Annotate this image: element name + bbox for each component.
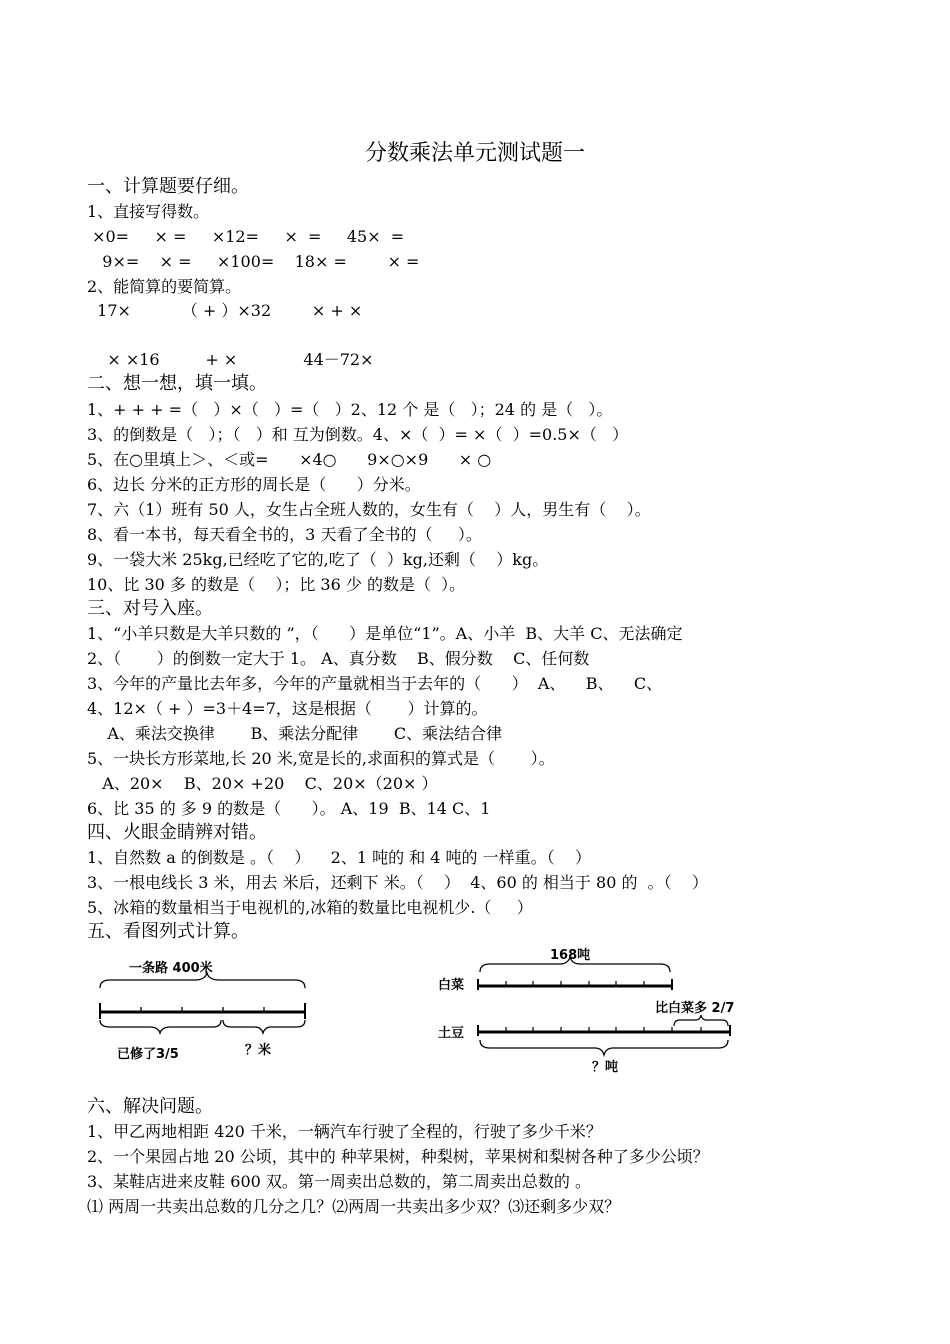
- section-heading-s5: 五、看图列式计算。: [87, 921, 249, 942]
- page-title: 分数乘法单元测试题一: [364, 141, 585, 166]
- cabbage-total-label: 168吨: [550, 948, 591, 963]
- potato-unknown-label: ？吨: [592, 1060, 619, 1075]
- potato-label: 土豆: [438, 1026, 465, 1041]
- road-diagram: [95, 955, 315, 1065]
- question-line-q6-3: 3、某鞋店进来皮鞋 600 双。第一周卖出总数的，第二周卖出总数的 。: [87, 1172, 591, 1191]
- question-line-q1-1b: 9×= × = ×100= 18× = × =: [87, 252, 420, 271]
- section-heading-s6: 六、解决问题。: [87, 1096, 213, 1117]
- question-line-q2-9: 9、一袋大米 25kg,已经吃了它的,吃了（ ）kg,还剩（ ）kg。: [87, 550, 549, 569]
- road-done-label: 已修了3/5: [117, 1047, 179, 1062]
- question-line-q4-5: 5、冰箱的数量相当于电视机的,冰箱的数量比电视机少.（ ）: [87, 898, 533, 917]
- road-total-label: 一条路 400米: [129, 961, 213, 976]
- question-line-q3-4o: A、乘法交换律 B、乘法分配律 C、乘法结合律: [87, 724, 503, 743]
- section-heading-s3: 三、对号入座。: [87, 598, 213, 619]
- extra-fraction-label: 比白菜多 2/7: [655, 1001, 735, 1016]
- question-line-q2-5: 5、在○里填上＞、＜或= ×4○ 9×○×9 × ○: [87, 450, 492, 469]
- vegetable-diagram: [430, 940, 760, 1080]
- question-line-q6-3s: ⑴ 两周一共卖出总数的几分之几？⑵两周一共卖出多少双？⑶还剩多少双？: [87, 1197, 621, 1216]
- question-line-q1-2b: × ×16 + × 44－72×: [87, 350, 374, 369]
- question-line-q2-10: 10、比 30 多 的数是（ ）；比 36 少 的数是（ ）。: [87, 575, 466, 594]
- section-heading-s4: 四、火眼金睛辨对错。: [87, 822, 267, 843]
- question-line-q3-6: 6、比 35 的 多 9 的数是（ ）。 A、19 B、14 C、1: [87, 799, 491, 818]
- question-line-q1-1: 1、直接写得数。: [87, 202, 210, 221]
- question-line-q3-1: 1、“小羊只数是大羊只数的 ”，（ ）是单位“1”。A、小羊 B、大羊 C、无法确定: [87, 624, 683, 643]
- question-line-q2-1: 1、+ + + =（ ）×（ ）=（ ）2、12 个 是（ ）；24 的 是（ ）。: [87, 400, 613, 419]
- question-line-q6-2: 2、一个果园占地 20 公顷，其中的 种苹果树，种梨树，苹果树和梨树各种了多少公顷？: [87, 1147, 709, 1166]
- section-heading-s2: 二、想一想，填一填。: [87, 373, 267, 394]
- question-line-q1-2a: 17× （ + ）×32 × + ×: [87, 301, 363, 320]
- question-line-q3-5o: A、20× B、20× +20 C、20×（20× ）: [87, 774, 438, 793]
- question-line-q3-5: 5、一块长方形菜地,长 20 米,宽是长的,求面积的算式是（ ）。: [87, 749, 555, 768]
- question-line-q4-3: 3、一根电线长 3 米，用去 米后，还剩下 米。（ ） 4、60 的 相当于 80 的 。（ ）: [87, 873, 708, 892]
- question-line-q3-2: 2、（ ）的倒数一定大于 1。 A、真分数 B、假分数 C、任何数: [87, 649, 590, 668]
- section-heading-s1: 一、计算题要仔细。: [87, 176, 249, 197]
- question-line-q4-1: 1、自然数 a 的倒数是 。（ ） 2、1 吨的 和 4 吨的 一样重。（ ）: [87, 848, 591, 867]
- question-line-q1-1a: ×0= × = ×12= × = 45× =: [87, 227, 405, 246]
- road-unknown-label: ？米: [245, 1043, 272, 1058]
- question-line-q2-7: 7、六（1）班有 50 人，女生占全班人数的，女生有（ ）人，男生有（ ）。: [87, 500, 651, 519]
- question-line-q2-8: 8、看一本书，每天看全书的，3 天看了全书的（ ）。: [87, 525, 482, 544]
- question-line-q1-2: 2、能简算的要简算。: [87, 277, 242, 296]
- question-line-q3-3: 3、今年的产量比去年多，今年的产量就相当于去年的（ ） A、 B、 C、: [87, 674, 663, 693]
- question-line-q2-6: 6、边长 分米的正方形的周长是（ ）分米。: [87, 475, 421, 494]
- question-line-q6-1: 1、甲乙两地相距 420 千米，一辆汽车行驶了全程的，行驶了多少千米？: [87, 1122, 602, 1141]
- question-line-q2-3: 3、的倒数是（ ）；（ ）和 互为倒数。4、×（ ）= ×（ ）=0.5×（ ）: [87, 425, 629, 444]
- question-line-q3-4: 4、12×（ + ）=3＋4=7，这是根据（ ）计算的。: [87, 699, 488, 718]
- cabbage-label: 白菜: [438, 978, 465, 993]
